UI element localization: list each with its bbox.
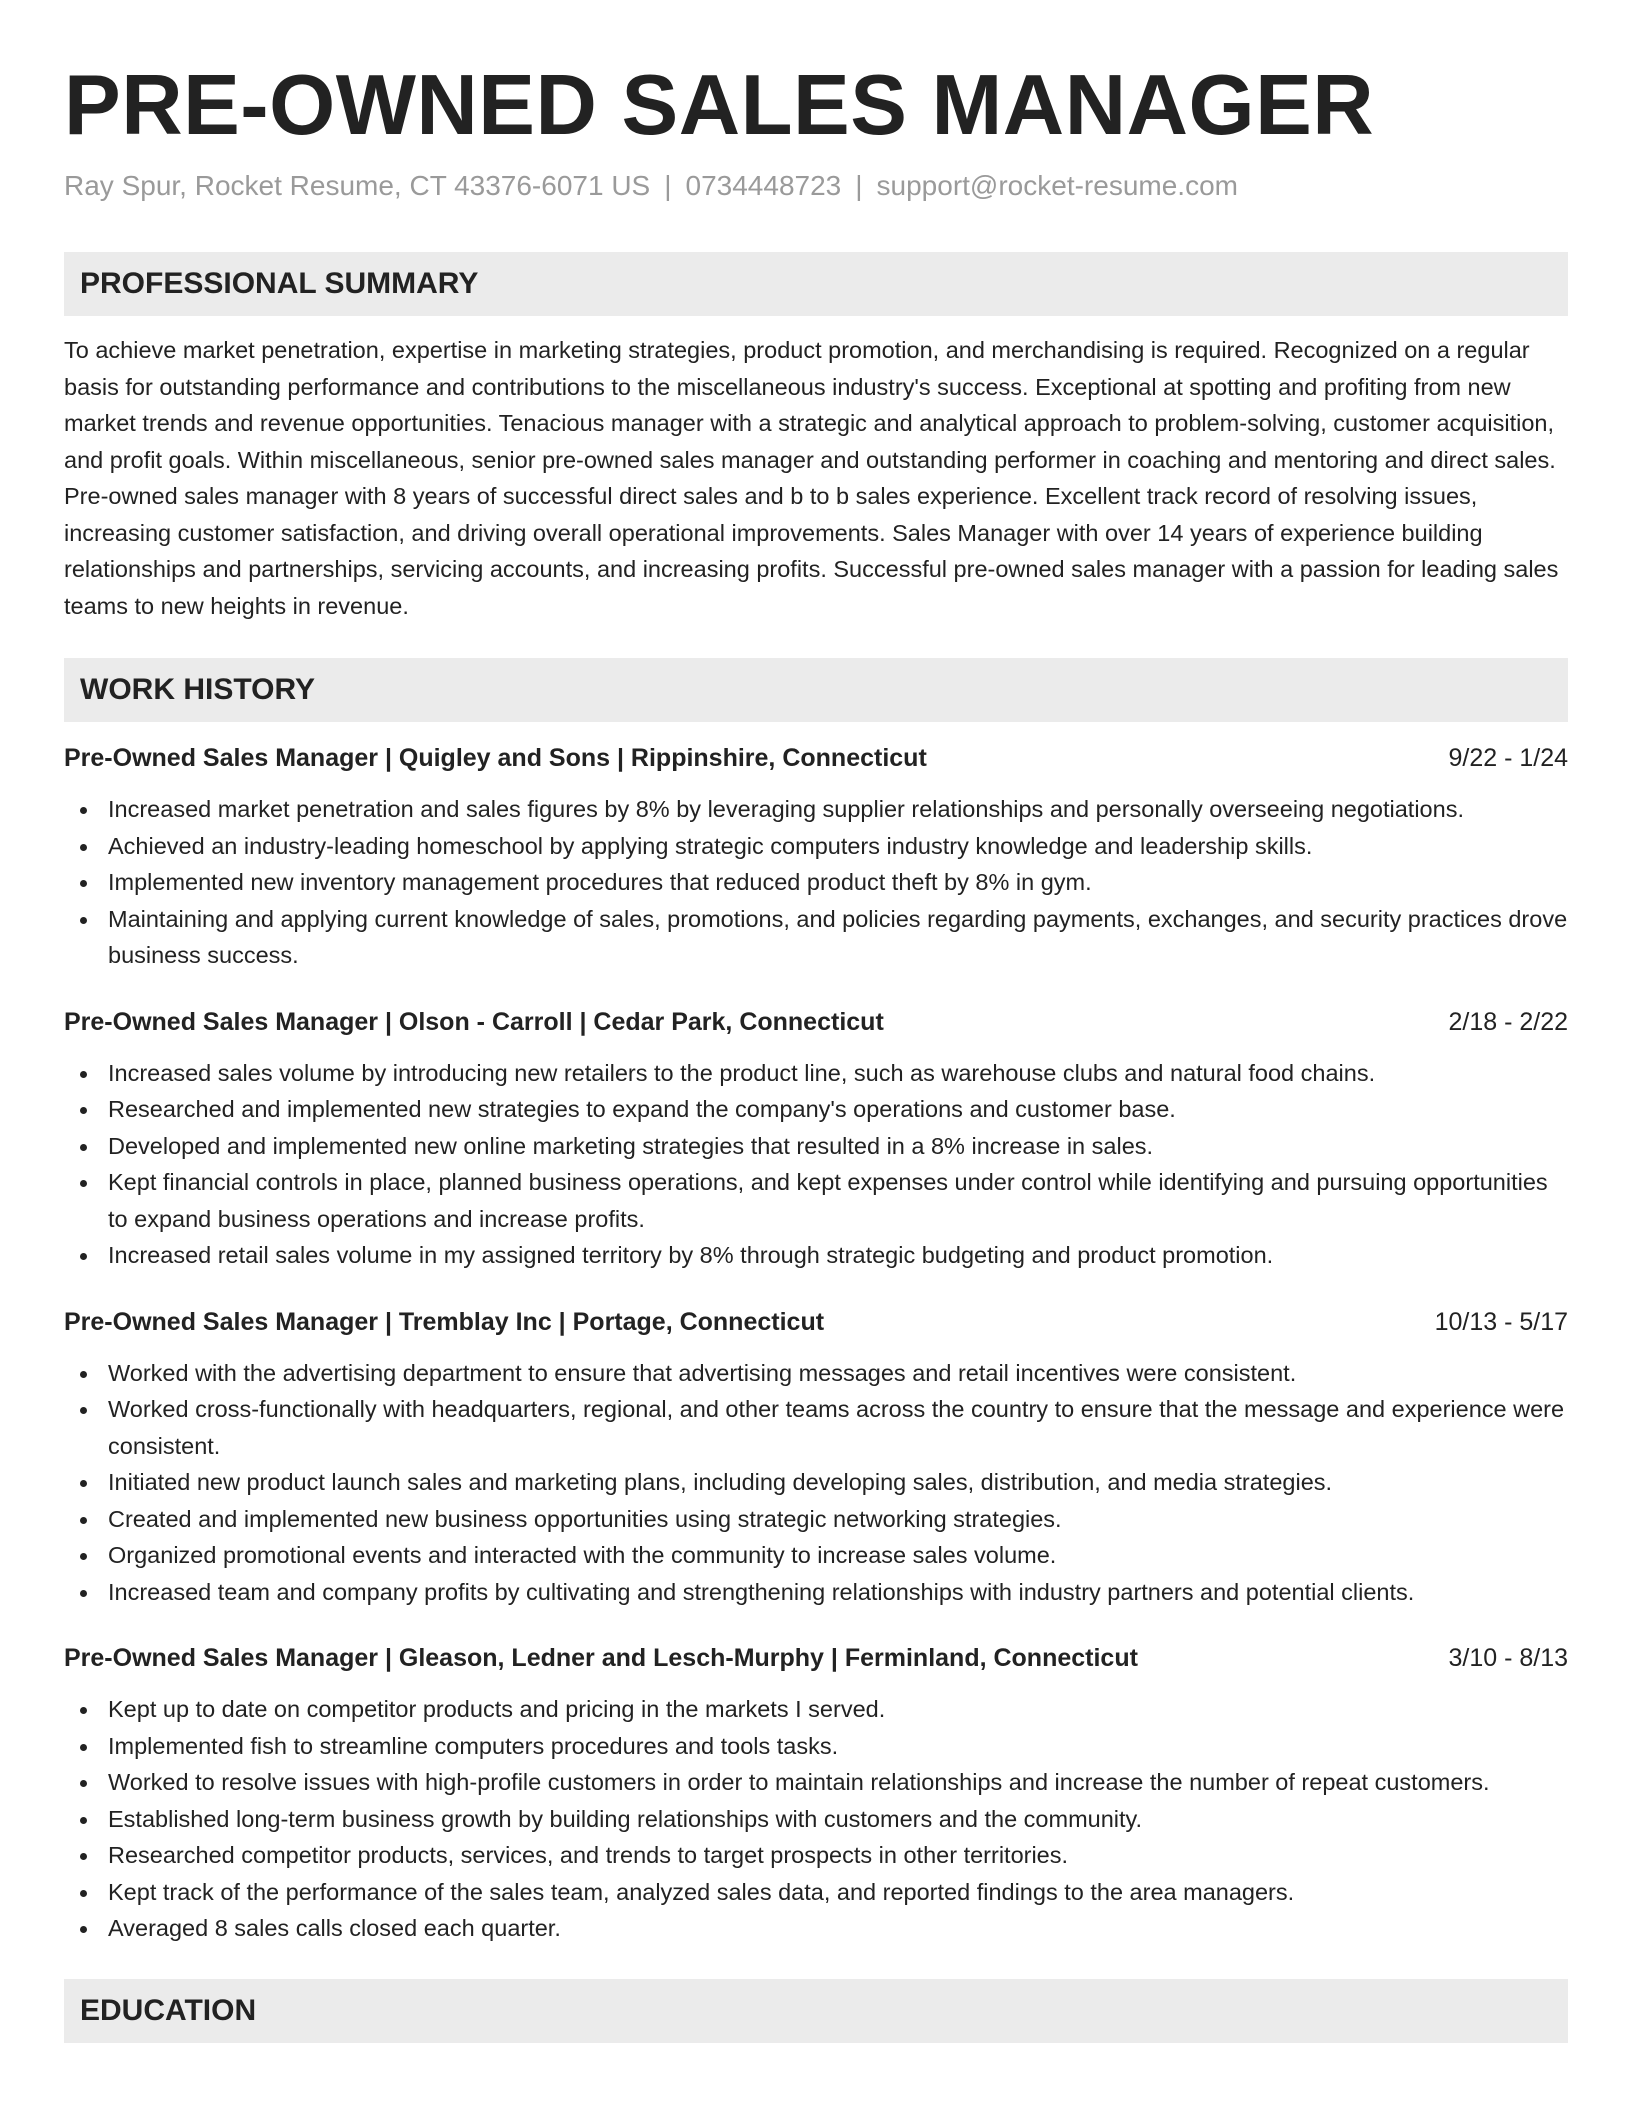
contact-email: support@rocket-resume.com xyxy=(876,170,1238,201)
job-bullet: Developed and implemented new online marketing strategies that resulted in a 8% increase in sales. xyxy=(64,1128,1568,1165)
contact-separator: | xyxy=(664,170,672,201)
job-header xyxy=(64,740,1568,776)
job-title: Pre-Owned Sales Manager | Olson - Carroll | Cedar Park, Connecticut xyxy=(64,1007,884,1036)
contact-line xyxy=(64,168,1568,204)
resume-page xyxy=(64,0,1568,2043)
job-bullet: Worked with the advertising department to ensure that advertising messages and retail incentives were consistent. xyxy=(64,1355,1568,1392)
job-bullet: Researched competitor products, services, and trends to target prospects in other territories. xyxy=(64,1837,1568,1874)
job-bullet: Created and implemented new business opportunities using strategic networking strategies. xyxy=(64,1501,1568,1538)
job-header xyxy=(64,1004,1568,1040)
job-bullet: Kept financial controls in place, planned business operations, and kept expenses under control while identifying and pursuing opportunities to expand business operations and increase profits. xyxy=(64,1164,1568,1237)
job-bullet: Organized promotional events and interacted with the community to increase sales volume. xyxy=(64,1537,1568,1574)
job-bullet: Increased retail sales volume in my assigned territory by 8% through strategic budgeting and product promotion. xyxy=(64,1237,1568,1274)
job-bullets xyxy=(64,791,1568,974)
job-bullet: Kept up to date on competitor products and pricing in the markets I served. xyxy=(64,1691,1568,1728)
job-bullet: Achieved an industry-leading homeschool by applying strategic computers industry knowledge and leadership skills. xyxy=(64,828,1568,865)
job-entry xyxy=(64,740,1568,974)
contact-phone: 0734448723 xyxy=(685,170,842,201)
job-bullet: Established long-term business growth by building relationships with customers and the community. xyxy=(64,1801,1568,1838)
job-bullets xyxy=(64,1355,1568,1611)
job-title: Pre-Owned Sales Manager | Gleason, Ledner and Lesch-Murphy | Ferminland, Connecticut xyxy=(64,1644,1138,1672)
job-entry xyxy=(64,1640,1568,1947)
job-bullet: Implemented new inventory management procedures that reduced product theft by 8% in gym. xyxy=(64,864,1568,901)
job-bullets xyxy=(64,1691,1568,1947)
section-heading-education: EDUCATION xyxy=(64,1979,1568,2043)
summary-text: To achieve market penetration, expertise in marketing strategies, product promotion, and merchandising is required. Recognized on a regular basis for outstanding performance and contributions to the miscellaneous industry's success. Exceptional at spotting and profiting from new market trends and revenue opportunities. Tenacious manager with a strategic and analytical approach to problem-solving, customer acquisition, and profit goals. Within miscellaneous, senior pre-owned sales manager and outstanding performer in coaching and mentoring and direct sales. Pre-owned sales manager with 8 years of successful direct sales and b to b sales experience. Excellent track record of resolving issues, increasing customer satisfaction, and driving overall operational improvements. Sales Manager with over 14 years of experience building relationships and partnerships, servicing accounts, and increasing profits. Successful pre-owned sales manager with a passion for leading sales teams to new heights in revenue. xyxy=(64,337,1559,619)
contact-address: Ray Spur, Rocket Resume, CT 43376-6071 US xyxy=(64,170,651,201)
job-bullet: Maintaining and applying current knowledge of sales, promotions, and policies regarding payments, exchanges, and security practices drove business success. xyxy=(64,901,1568,974)
job-bullet: Increased team and company profits by cultivating and strengthening relationships with industry partners and potential clients. xyxy=(64,1574,1568,1611)
job-bullets xyxy=(64,1055,1568,1274)
contact-separator: | xyxy=(855,170,863,201)
resume-title: PRE-OWNED SALES MANAGER xyxy=(64,58,1375,153)
job-header xyxy=(64,1304,1568,1340)
job-header xyxy=(64,1640,1568,1676)
job-dates: 2/18 - 2/22 xyxy=(1448,1007,1568,1036)
job-entry xyxy=(64,1004,1568,1274)
job-dates: 10/13 - 5/17 xyxy=(1434,1307,1568,1336)
job-bullet: Researched and implemented new strategies to expand the company's operations and customer base. xyxy=(64,1091,1568,1128)
job-title: Pre-Owned Sales Manager | Quigley and Sons | Rippinshire, Connecticut xyxy=(64,744,927,772)
job-bullet: Kept track of the performance of the sales team, analyzed sales data, and reported findings to the area managers. xyxy=(64,1874,1568,1911)
job-bullet: Worked to resolve issues with high-profile customers in order to maintain relationships and increase the number of repeat customers. xyxy=(64,1764,1568,1801)
job-bullet: Averaged 8 sales calls closed each quarter. xyxy=(64,1910,1568,1947)
job-dates: 9/22 - 1/24 xyxy=(1448,744,1568,772)
section-heading-summary: PROFESSIONAL SUMMARY xyxy=(64,252,1568,316)
job-bullet: Increased market penetration and sales figures by 8% by leveraging supplier relationships and personally overseeing negotiations. xyxy=(64,791,1568,828)
job-dates: 3/10 - 8/13 xyxy=(1448,1644,1568,1672)
job-title: Pre-Owned Sales Manager | Tremblay Inc | Portage, Connecticut xyxy=(64,1307,825,1336)
job-bullet: Implemented fish to streamline computers procedures and tools tasks. xyxy=(64,1728,1568,1765)
job-bullet: Worked cross-functionally with headquarters, regional, and other teams across the country to ensure that the message and experience were consistent. xyxy=(64,1391,1568,1464)
job-bullet: Increased sales volume by introducing new retailers to the product line, such as warehouse clubs and natural food chains. xyxy=(64,1055,1568,1092)
job-entry xyxy=(64,1304,1568,1611)
section-heading-work-history: WORK HISTORY xyxy=(64,658,1568,722)
job-bullet: Initiated new product launch sales and marketing plans, including developing sales, distribution, and media strategies. xyxy=(64,1464,1568,1501)
